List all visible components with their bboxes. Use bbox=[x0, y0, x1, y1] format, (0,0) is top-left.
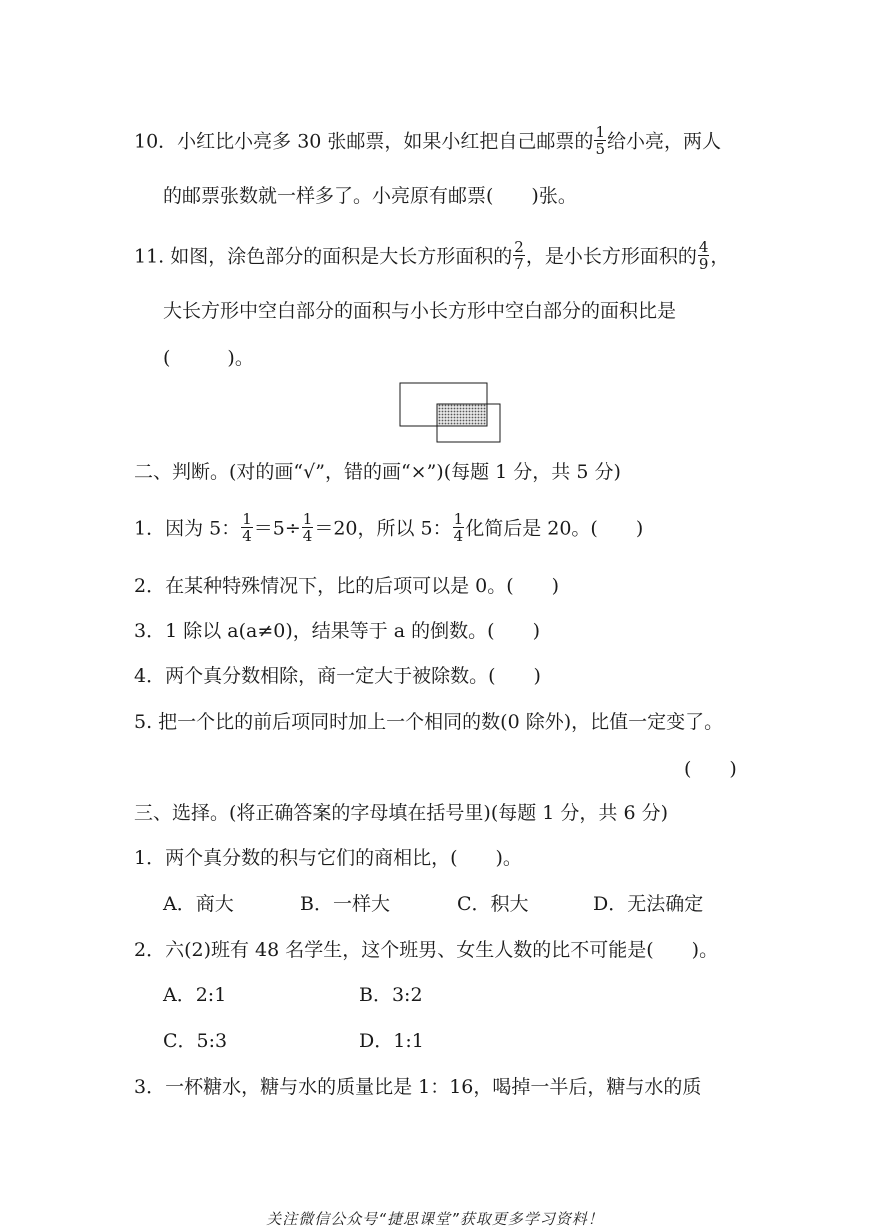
s2-q5-answer-paren: ( ) bbox=[684, 758, 737, 780]
s2-q4: 4．两个真分数相除，商一定大于被除数。( ) bbox=[134, 665, 541, 687]
fraction: $\frac{1}{4}$ bbox=[302, 510, 313, 545]
fraction: $\frac{4}{9}$ bbox=[698, 238, 709, 273]
footer-notice: 关注微信公众号“捷思课堂”获取更多学习资料！ bbox=[266, 1210, 604, 1228]
fraction: $\frac{1}{4}$ bbox=[242, 510, 252, 545]
s3-q2-option-a: A．2:1 bbox=[163, 984, 227, 1006]
overlapping-rectangles-figure bbox=[396, 380, 506, 446]
s3-q1-option-b: B．一样大 bbox=[300, 893, 390, 915]
q10-line1: 10．小红比小亮多 30 张邮票，如果小红把自己邮票的 $\frac{1}{5}$ 给小亮，两人 bbox=[134, 123, 721, 158]
q11-line2: 大长方形中空白部分的面积与小长方形中空白部分的面积比是 bbox=[163, 300, 677, 322]
s2-q3: 3．1 除以 a(a≠0)，结果等于 a 的倒数。( ) bbox=[134, 620, 540, 642]
shaded-overlap bbox=[437, 404, 487, 426]
section2-heading: 二、判断。(对的画“√”，错的画“×”)(每题 1 分，共 5 分) bbox=[134, 461, 621, 483]
q10-line2: 的邮票张数就一样多了。小亮原有邮票( )张。 bbox=[163, 185, 577, 207]
s2-q1: 1．因为 5： $\frac{1}{4}$ ＝5÷ $\frac{1}{4}$ ＝20，所以 5： $\frac{1}{4}$ 化简后是 20。( ) bbox=[134, 510, 644, 545]
s3-q2-option-c: C．5:3 bbox=[163, 1030, 228, 1052]
s3-q2: 2．六(2)班有 48 名学生，这个班男、女生人数的比不可能是( )。 bbox=[134, 939, 719, 961]
s3-q1-option-a: A．商大 bbox=[163, 893, 234, 915]
section3-heading: 三、选择。(将正确答案的字母填在括号里)(每题 1 分，共 6 分) bbox=[134, 802, 668, 824]
q11-line1: 11. 如图，涂色部分的面积是大长方形面积的 $\frac{2}{7}$ ，是小长方形面积的 $\frac{4}{9}$ ， bbox=[134, 238, 730, 273]
s3-q1-option-c: C．积大 bbox=[457, 893, 529, 915]
s3-q2-option-d: D．1:1 bbox=[359, 1030, 424, 1052]
fraction: $\frac{2}{7}$ bbox=[514, 238, 524, 273]
s3-q1: 1．两个真分数的积与它们的商相比，( )。 bbox=[134, 847, 522, 869]
fraction: $\frac{1}{5}$ bbox=[595, 123, 605, 158]
s3-q2-option-b: B．3:2 bbox=[359, 984, 423, 1006]
fraction: $\frac{1}{4}$ bbox=[453, 510, 464, 545]
q11-line3: ( )。 bbox=[163, 347, 254, 369]
s2-q2: 2．在某种特殊情况下，比的后项可以是 0。( ) bbox=[134, 575, 560, 597]
s3-q1-option-d: D．无法确定 bbox=[593, 893, 704, 915]
s3-q3: 3．一杯糖水，糖与水的质量比是 1：16，喝掉一半后，糖与水的质 bbox=[134, 1076, 702, 1098]
s2-q5: 5. 把一个比的前后项同时加上一个相同的数(0 除外)，比值一定变了。 bbox=[134, 711, 724, 733]
